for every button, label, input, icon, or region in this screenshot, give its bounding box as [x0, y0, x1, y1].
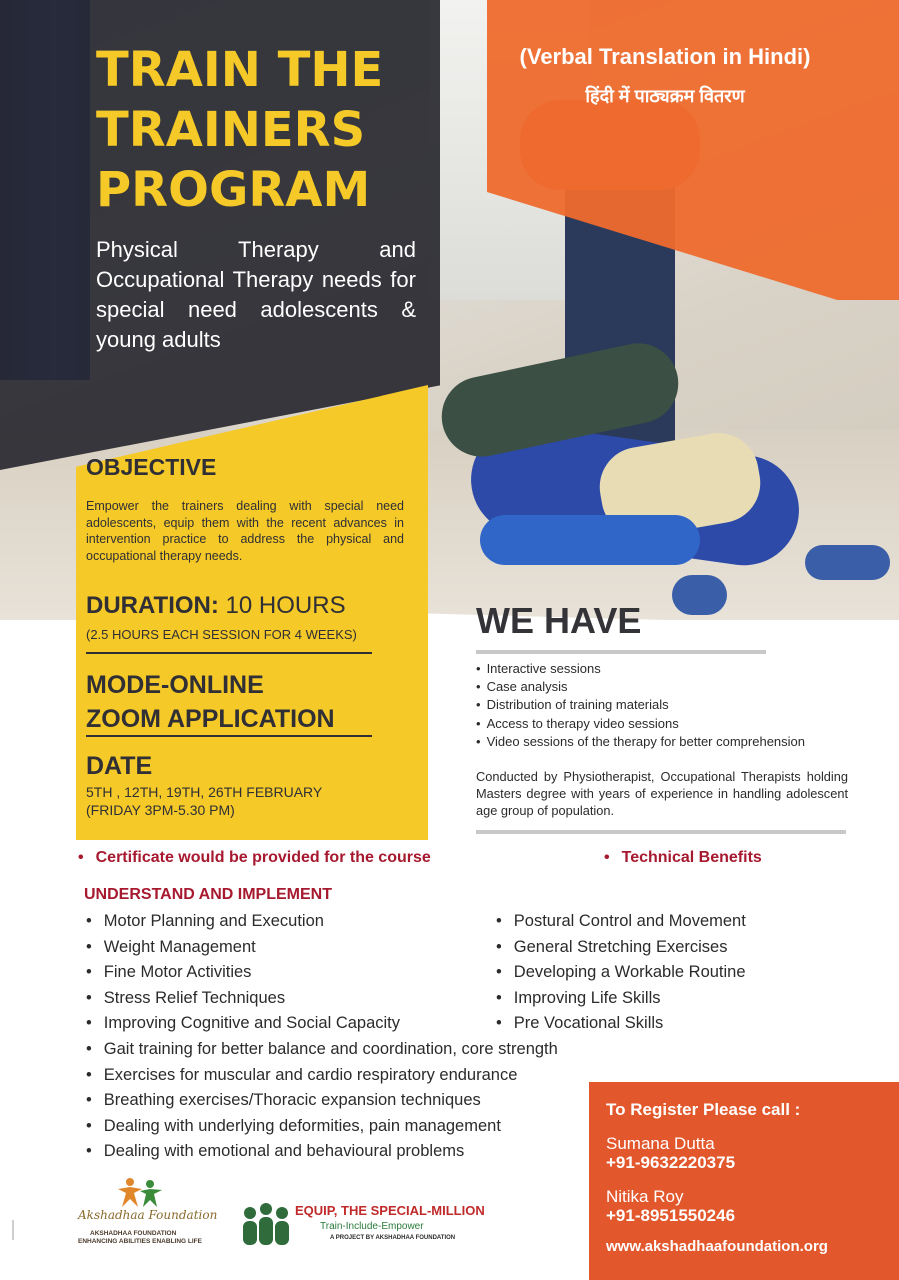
list-item: • Video sessions of the therapy for better comprehension [476, 733, 805, 751]
we-have-divider [476, 650, 766, 654]
date-details [86, 783, 322, 819]
list-item: • Improving Cognitive and Social Capacity [86, 1011, 558, 1037]
we-have-heading: WE HAVE [476, 600, 642, 641]
understand-list-right [496, 909, 746, 1037]
translation-hindi: हिंदी में पाठ्यक्रम वितरण [585, 86, 745, 106]
equip-tagline: Train-Include-Empower [320, 1221, 424, 1232]
contact-2-name: Nitika Roy [606, 1187, 684, 1206]
website-link[interactable]: www.akshadhaafoundation.org [606, 1238, 828, 1255]
understand-heading: UNDERSTAND AND IMPLEMENT [84, 886, 332, 903]
list-item: • Interactive sessions [476, 660, 805, 678]
equip-logo [240, 1195, 550, 1255]
duration-detail: (2.5 HOURS EACH SESSION FOR 4 WEEKS) [86, 627, 357, 642]
page-subtitle: Physical Therapy and Occupational Therapy needs for special need adolescents & young adults [96, 237, 416, 352]
figure-shoe-2 [672, 575, 727, 615]
list-item: • General Stretching Exercises [496, 935, 746, 961]
list-item: • Stress Relief Techniques [86, 986, 558, 1012]
contact-2-phone[interactable]: +91-8951550246 [606, 1206, 736, 1225]
akshadhaa-logo [70, 1175, 218, 1255]
duration-value: 10 HOURS [225, 592, 346, 619]
objective-text: Empower the trainers dealing with special need adolescents, equip them with the recent advances in intervention practice to address the physical and occupational therapy needs. [86, 499, 404, 563]
date-days: 5TH , 12TH, 19TH, 26TH FEBRUARY [86, 784, 323, 800]
understand-list-left [86, 909, 558, 1165]
date-time: (FRIDAY 3PM-5.30 PM) [86, 802, 235, 818]
mode-line-2: ZOOM APPLICATION [86, 705, 335, 733]
akshadhaa-name: AKSHADHAA FOUNDATION [90, 1230, 177, 1237]
objective-heading: OBJECTIVE [86, 454, 217, 480]
mode-line-1: MODE-ONLINE [86, 671, 264, 699]
list-item: • Pre Vocational Skills [496, 1011, 746, 1037]
list-item: • Case analysis [476, 678, 805, 696]
akshadhaa-script: Akshadhaa Foundation [78, 1208, 218, 1222]
translation-english: (Verbal Translation in Hindi) [519, 44, 811, 69]
list-item: • Access to therapy video sessions [476, 715, 805, 733]
list-item: • Dealing with underlying deformities, pain management [86, 1114, 558, 1140]
list-item: • Developing a Workable Routine [496, 960, 746, 986]
duration-heading [86, 592, 346, 620]
list-item: • Postural Control and Movement [496, 909, 746, 935]
list-item: • Fine Motor Activities [86, 960, 558, 986]
list-item: • Motor Planning and Execution [86, 909, 558, 935]
duration-divider [86, 652, 372, 654]
akshadhaa-figures-icon [110, 1175, 170, 1209]
figure-shoe [805, 545, 890, 580]
list-item: • Exercises for muscular and cardio respiratory endurance [86, 1063, 558, 1089]
equip-project: A PROJECT BY AKSHADHAA FOUNDATION [330, 1235, 456, 1241]
register-box [589, 1082, 899, 1280]
page-title: TRAIN THE TRAINERS PROGRAM [96, 42, 384, 218]
technical-benefits-note: • Technical Benefits [604, 849, 762, 867]
contact-1-phone[interactable]: +91-9632220375 [606, 1153, 736, 1172]
translation-note [495, 44, 835, 108]
register-heading: To Register Please call : [606, 1100, 801, 1119]
figure-roller [480, 515, 700, 565]
we-have-list [476, 660, 805, 751]
duration-label: DURATION: [86, 592, 219, 619]
akshadhaa-tagline: ENHANCING ABILITIES ENABLING LIFE [78, 1238, 202, 1245]
conducted-divider [476, 830, 846, 834]
conducted-by-text: Conducted by Physiotherapist, Occupational Therapists holding Masters degree with years of experience in handling adolescent age group of population. [476, 769, 848, 818]
corner-mark [12, 1220, 14, 1240]
certificate-note: • Certificate would be provided for the course [78, 849, 431, 867]
equip-people-icon [240, 1201, 292, 1249]
contact-1-name: Sumana Dutta [606, 1134, 715, 1153]
list-item: • Breathing exercises/Thoracic expansion techniques [86, 1088, 558, 1114]
mode-divider [86, 735, 372, 737]
list-item: • Gait training for better balance and coordination, core strength [86, 1037, 558, 1063]
list-item: • Distribution of training materials [476, 696, 805, 714]
list-item: • Dealing with emotional and behavioural problems [86, 1139, 558, 1165]
equip-title: EQUIP, THE SPECIAL-MILLION [295, 1203, 485, 1218]
date-heading: DATE [86, 752, 153, 780]
mode-heading [86, 668, 335, 736]
list-item: • Weight Management [86, 935, 558, 961]
list-item: • Improving Life Skills [496, 986, 746, 1012]
